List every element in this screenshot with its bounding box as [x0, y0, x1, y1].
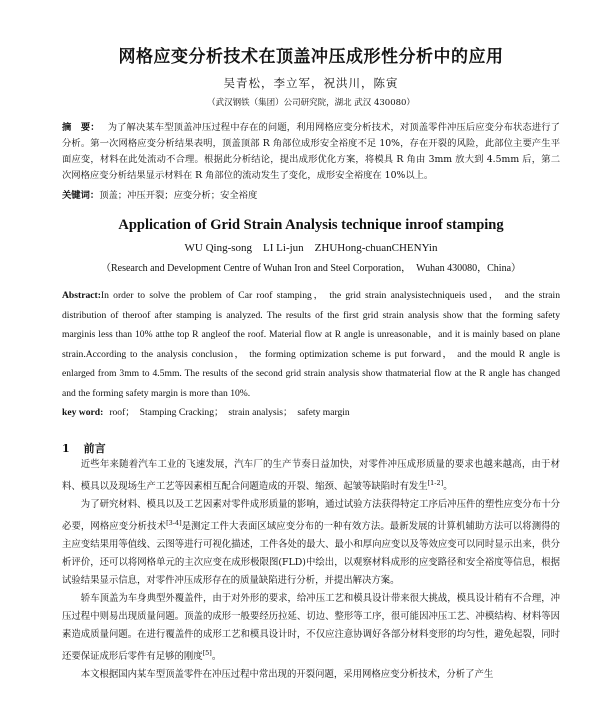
chinese-affiliation: （武汉钢铁（集团）公司研究院，湖北 武汉 430080） [207, 98, 415, 108]
citation: [1-2] [427, 479, 444, 487]
section-number: 1 [62, 442, 70, 455]
body-paragraph: 近些年来随着汽车工业的飞速发展，汽车厂的生产节奏日益加快，对零件冲压成形质量的要求也越来越高，由于材料、模具以及现场生产工艺等因素相互配合问题造成的开裂、缩颈、起皱等缺陷时有发生[1-2]。 [62, 459, 560, 493]
english-affiliation: （Research and Development Centre of Wuhan Iron and Steel Corporation， Wuhan 430080，China） [100, 263, 522, 274]
english-abstract-label: Abstract: [62, 290, 101, 301]
english-keywords [62, 404, 560, 418]
citation: [3-4] [166, 519, 182, 528]
english-title: Application of Grid Strain Analysis technique inroof stamping [118, 217, 504, 233]
english-authors: WU Qing-song LI Li-jun ZHUHong-chuanCHENYin [184, 242, 438, 254]
chinese-abstract-text: 为了解决某车型顶盖冲压过程中存在的问题，利用网格应变分析技术，对顶盖零件冲压后应变分布状态进行了分析。第一次网格应变分析结果表明，顶盖顶部 R 角部位成形安全裕度不足 10%，存在开裂的风险，此部位主要产生平面应变，材料在此处流动不合理。根据此分析结论，提出成形优化方案，将模具 R 角由 3mm 放大到 4.5mm 后，第二次网格应变分析结果显示材料在 R 角部位的流动发生了变化，成形安全裕度在 10%以上。 [62, 122, 560, 181]
english-keywords-label: key word: [62, 407, 104, 418]
chinese-keywords [62, 187, 560, 201]
body-paragraph: 本文根据国内某车型顶盖零件在冲压过程中常出现的开裂问题，采用网格应变分析技术，分析了产生 [80, 669, 494, 681]
paper-page [0, 42, 600, 720]
section-title: 前言 [83, 442, 106, 455]
chinese-keywords-text: 顶盖；冲压开裂；应变分析；安全裕度 [99, 190, 258, 201]
english-keywords-text: roof； Stamping Cracking； strain analysis； safety margin [109, 407, 350, 418]
chinese-abstract-label: 摘 要： [62, 122, 100, 133]
chinese-abstract [62, 120, 560, 184]
body-paragraph: 轿车顶盖为车身典型外覆盖件，由于对外形的要求，给冲压工艺和模具设计带来很大挑战，模具设计稍有不合理，冲压过程中则易出现质量问题。顶盖的成形一般要经历拉延、切边、整形等工序，很可能因冲压工艺、冲模结构、材料等因素造成质量问题。在进行覆盖件的成形工艺和模具设计时，不仅应注意协调好各部分材料变形的均匀性，避免起裂，同时还要保证成形后零件有足够的刚度[5]。 [62, 593, 560, 663]
chinese-keywords-label: 关键词： [62, 190, 100, 201]
chinese-title: 网格应变分析技术在顶盖冲压成形性分析中的应用 [118, 47, 504, 67]
chinese-authors: 吴青松，李立军，祝洪川，陈寅 [223, 76, 399, 90]
section-heading [62, 440, 560, 456]
body-paragraph: 为了研究材料、模具以及工艺因素对零件成形质量的影响，通过试验方法获得特定工序后冲压件的塑性应变分布十分必要，网格应变分析技术[3-4]是测定工件大表面区域应变分布的一种有效方法。最新发展的计算机辅助方法可以将测得的主应变结果用等值线、云图等进行可视化描述，工件各处的最大、最小和厚向应变以及等效应变可以同时显示出来，供分析评价，还可以将网格单元的主次应变在成形极限图(FLD)中绘出，以观察材料成形的应变路径和安全裕度等信息，根据试验结果显示信息，对零件冲压成形存在的质量缺陷进行分析，并提出解决方案。 [62, 499, 560, 587]
english-abstract [62, 286, 560, 403]
citation: [5] [202, 649, 212, 658]
english-abstract-text: In order to solve the problem of Car roof stamping， the grid strain analysistechniqueis used， and the strain distribution of theroof after stamping is analyzed. The results of the first grid strain analysis show that the forming safety marginis less than 10% atthe top R angleof the roof. Material flow at R angle is unreasonable，and it is mainly based on plane strain.According to the analysis conclusion， the forming optimization scheme is put forward， and the mould R angle is enlarged from 3mm to 4.5mm. The results of the second grid strain analysis show thatmaterial flow at the R angle has changed and the forming safety margin is more than 10%. [62, 290, 560, 399]
